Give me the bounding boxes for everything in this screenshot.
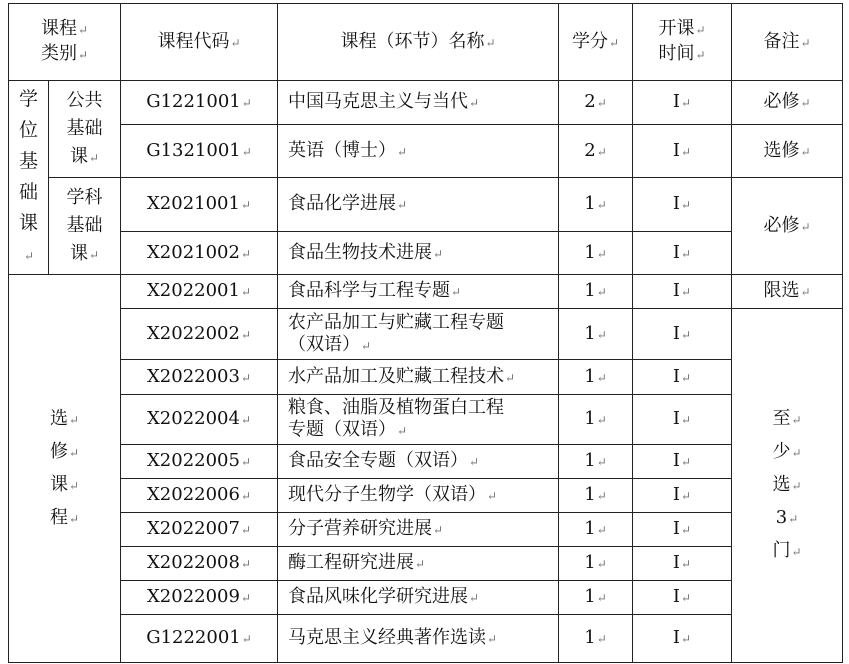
course-credit: 1↵ xyxy=(559,615,633,663)
table-row xyxy=(9,125,843,178)
table-row xyxy=(9,547,843,581)
course-time: I↵ xyxy=(633,275,732,309)
table-row xyxy=(9,309,843,360)
course-code: X2021002↵ xyxy=(121,232,278,275)
course-credit: 1↵ xyxy=(559,513,633,547)
course-credit: 1↵ xyxy=(559,547,633,581)
course-name: 食品生物技术进展↵ xyxy=(278,232,559,275)
course-credit: 1↵ xyxy=(559,360,633,395)
header-time: 开课↵ 时间↵ xyxy=(633,4,732,81)
degree-course-group: 学 位 基 础 课 ↵ xyxy=(9,81,49,275)
course-code: X2022001↵ xyxy=(121,275,278,309)
course-code: X2022003↵ xyxy=(121,360,278,395)
course-code: G1222001↵ xyxy=(121,615,278,663)
course-time: I↵ xyxy=(633,81,732,125)
course-time: I↵ xyxy=(633,479,732,513)
note-elective: 选修↵ xyxy=(732,125,843,178)
course-time: I↵ xyxy=(633,513,732,547)
course-credit: 1↵ xyxy=(559,309,633,360)
course-name: 食品科学与工程专题↵ xyxy=(278,275,559,309)
table-row xyxy=(9,615,843,663)
subject-course-group: 学科 基础 课↵ xyxy=(49,178,121,275)
table-row xyxy=(9,479,843,513)
course-table xyxy=(8,3,843,663)
header-row xyxy=(9,4,843,81)
course-code: X2022007↵ xyxy=(121,513,278,547)
course-name: 分子营养研究进展↵ xyxy=(278,513,559,547)
table-row xyxy=(9,178,843,232)
course-time: I↵ xyxy=(633,360,732,395)
course-credit: 2↵ xyxy=(559,125,633,178)
course-time: I↵ xyxy=(633,309,732,360)
table-row xyxy=(9,395,843,445)
course-name: 酶工程研究进展↵ xyxy=(278,547,559,581)
course-code: X2021001↵ xyxy=(121,178,278,232)
course-name: 马克思主义经典著作选读↵ xyxy=(278,615,559,663)
course-credit: 1↵ xyxy=(559,581,633,615)
header-note: 备注↵ xyxy=(732,4,843,81)
table-row xyxy=(9,445,843,479)
course-time: I↵ xyxy=(633,232,732,275)
course-credit: 2↵ xyxy=(559,81,633,125)
elective-course-group: 选↵ 修↵ 课↵ 程↵ xyxy=(9,275,121,663)
course-name: 英语（博士）↵ xyxy=(278,125,559,178)
course-time: I↵ xyxy=(633,581,732,615)
course-name: 粮食、油脂及植物蛋白工程 专题（双语）↵ xyxy=(278,395,559,445)
table-row xyxy=(9,360,843,395)
header-name: 课程（环节）名称↵ xyxy=(278,4,559,81)
table-row xyxy=(9,513,843,547)
note-at-least: 至↵ 少↵ 选↵ 3↵ 门↵ xyxy=(732,309,843,663)
public-course-group: 公共 基础 课↵ xyxy=(49,81,121,178)
course-name: 食品化学进展↵ xyxy=(278,178,559,232)
course-code: X2022008↵ xyxy=(121,547,278,581)
course-credit: 1↵ xyxy=(559,275,633,309)
course-credit: 1↵ xyxy=(559,445,633,479)
course-time: I↵ xyxy=(633,547,732,581)
header-category: 课程↵ 类别↵ xyxy=(9,4,121,81)
course-name: 水产品加工及贮藏工程技术↵ xyxy=(278,360,559,395)
course-code: G1221001↵ xyxy=(121,81,278,125)
note-limited: 限选↵ xyxy=(732,275,843,309)
table-row xyxy=(9,81,843,125)
table-row xyxy=(9,232,843,275)
course-code: X2022002↵ xyxy=(121,309,278,360)
course-time: I↵ xyxy=(633,615,732,663)
course-code: X2022009↵ xyxy=(121,581,278,615)
table-row xyxy=(9,275,843,309)
course-credit: 1↵ xyxy=(559,479,633,513)
course-name: 农产品加工与贮藏工程专题 （双语）↵ xyxy=(278,309,559,360)
header-credit: 学分↵ xyxy=(559,4,633,81)
course-time: I↵ xyxy=(633,445,732,479)
table-row xyxy=(9,581,843,615)
header-code: 课程代码↵ xyxy=(121,4,278,81)
course-time: I↵ xyxy=(633,395,732,445)
course-name: 食品安全专题（双语）↵ xyxy=(278,445,559,479)
course-code: X2022004↵ xyxy=(121,395,278,445)
course-credit: 1↵ xyxy=(559,395,633,445)
course-credit: 1↵ xyxy=(559,178,633,232)
note-required: 必修↵ xyxy=(732,81,843,125)
course-time: I↵ xyxy=(633,178,732,232)
course-credit: 1↵ xyxy=(559,232,633,275)
course-code: X2022006↵ xyxy=(121,479,278,513)
course-code: X2022005↵ xyxy=(121,445,278,479)
course-name: 现代分子生物学（双语）↵ xyxy=(278,479,559,513)
course-name: 食品风味化学研究进展↵ xyxy=(278,581,559,615)
course-code: G1321001↵ xyxy=(121,125,278,178)
course-name: 中国马克思主义与当代↵ xyxy=(278,81,559,125)
course-time: I↵ xyxy=(633,125,732,178)
note-required: 必修↵ xyxy=(732,178,843,275)
